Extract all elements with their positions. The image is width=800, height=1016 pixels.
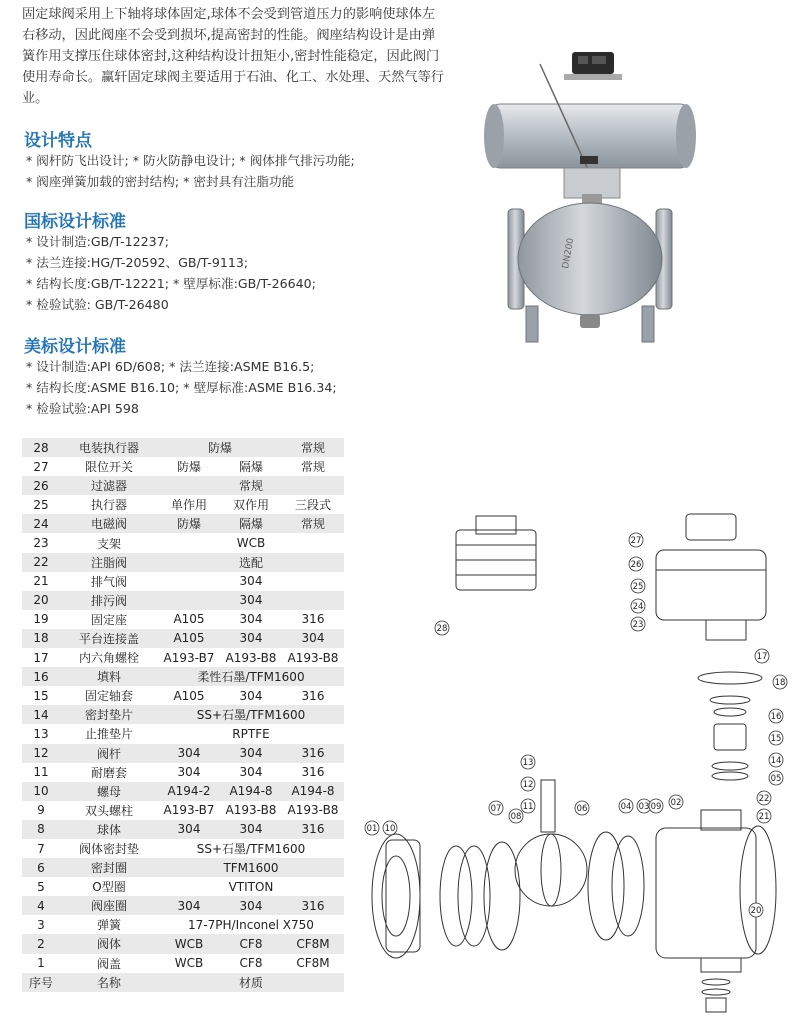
intro-paragraph: 固定球阀采用上下轴将球体固定,球体不会受到管道压力的影响使球体左右移动，因此阀座不会受到损坏,提高密封的性能。阀座结构设计是由弹簧作用支撑压住球体密封,这种结构设计扭矩小,密封性能稳定，因此阀门使用寿命长。赢轩固定球阀主要适用于石油、化工、水处理、天然气等行业。 <box>22 7 444 106</box>
material-cell: 304 <box>282 629 344 648</box>
callout-10 <box>383 821 397 835</box>
body-marking: DN200 <box>561 237 577 270</box>
table-row <box>22 648 344 667</box>
callout-16 <box>769 709 783 723</box>
svg-text:23: 23 <box>632 620 644 630</box>
material-cell: 双作用 <box>220 495 282 514</box>
svg-text:05: 05 <box>770 774 782 784</box>
table-row <box>22 533 344 552</box>
svg-text:18: 18 <box>774 678 786 688</box>
part-number-cell: 14 <box>22 705 60 724</box>
material-cell: 304 <box>220 610 282 629</box>
standard-line: * 检验试验:API 598 <box>26 401 139 416</box>
svg-text:22: 22 <box>758 794 770 804</box>
part-name-cell: 填料 <box>60 667 158 686</box>
table-row <box>22 572 344 591</box>
part-name-cell: 固定轴套 <box>60 686 158 705</box>
material-cell: 316 <box>282 744 344 763</box>
part-name-cell: 电装执行器 <box>60 438 158 457</box>
part-name-cell: 阀体密封垫 <box>60 839 158 858</box>
valve-body-drawing <box>656 810 776 972</box>
material-cell: 304 <box>158 591 344 610</box>
part-name-cell: 螺母 <box>60 782 158 801</box>
part-number-cell: 9 <box>22 801 60 820</box>
material-cell: CF8M <box>282 934 344 953</box>
callout-14 <box>769 753 783 767</box>
part-name-cell: 阀杆 <box>60 744 158 763</box>
material-cell: 304 <box>220 629 282 648</box>
callout-15 <box>769 731 783 745</box>
svg-text:15: 15 <box>770 734 782 744</box>
material-cell: 304 <box>158 896 220 915</box>
part-name-cell: 弹簧 <box>60 915 158 934</box>
table-row <box>22 705 344 724</box>
part-name-cell: 注脂阀 <box>60 553 158 572</box>
material-cell: CF8 <box>220 954 282 973</box>
callout-18 <box>773 675 787 689</box>
standard-line: * 设计制造:API 6D/608; * 法兰连接:ASME B16.5; <box>26 359 315 374</box>
electric-actuator-drawing <box>456 516 536 590</box>
svg-text:07: 07 <box>490 804 502 814</box>
svg-text:14: 14 <box>770 756 782 766</box>
part-name-cell: 双头螺柱 <box>60 801 158 820</box>
material-cell: 316 <box>282 763 344 782</box>
svg-text:10: 10 <box>384 824 396 834</box>
header-material: 材质 <box>158 973 344 992</box>
table-row <box>22 782 344 801</box>
callout-17 <box>755 649 769 663</box>
material-cell: 316 <box>282 896 344 915</box>
svg-text:13: 13 <box>522 758 534 768</box>
part-callouts <box>365 533 787 917</box>
material-cell: 柔性石墨/TFM1600 <box>158 667 344 686</box>
svg-text:08: 08 <box>510 812 522 822</box>
svg-text:28: 28 <box>436 624 448 634</box>
part-name-cell: 耐磨套 <box>60 763 158 782</box>
svg-text:09: 09 <box>650 802 662 812</box>
material-cell: A193-B8 <box>220 648 282 667</box>
callout-01 <box>365 821 379 835</box>
svg-text:17: 17 <box>756 652 768 662</box>
table-row <box>22 667 344 686</box>
part-name-cell: 止推垫片 <box>60 724 158 743</box>
section-title-gb-standards: 国标设计标准 <box>24 212 126 232</box>
us-standards-list <box>26 356 337 419</box>
part-number-cell: 22 <box>22 553 60 572</box>
table-row <box>22 629 344 648</box>
section-title-features: 设计特点 <box>24 131 92 151</box>
svg-text:03: 03 <box>638 802 650 812</box>
callout-09 <box>649 799 663 813</box>
callout-08 <box>509 809 523 823</box>
callout-25 <box>631 579 645 593</box>
material-cell: A105 <box>158 629 220 648</box>
table-row <box>22 858 344 877</box>
table-row <box>22 457 344 476</box>
part-number-cell: 18 <box>22 629 60 648</box>
stem-parts-stack <box>698 672 762 780</box>
part-number-cell: 28 <box>22 438 60 457</box>
table-header-row <box>22 973 344 992</box>
standard-line: * 检验试验: GB/T-26480 <box>26 297 169 312</box>
part-number-cell: 27 <box>22 457 60 476</box>
part-name-cell: 球体 <box>60 820 158 839</box>
part-number-cell: 7 <box>22 839 60 858</box>
part-number-cell: 10 <box>22 782 60 801</box>
material-cell: 304 <box>220 744 282 763</box>
material-cell: 304 <box>220 686 282 705</box>
svg-text:24: 24 <box>632 602 644 612</box>
callout-27 <box>629 533 643 547</box>
part-name-cell: 阀体 <box>60 934 158 953</box>
material-cell: A105 <box>158 610 220 629</box>
feature-line: * 阀杆防飞出设计; * 防火防静电设计; * 阀体排气排污功能; <box>26 153 355 168</box>
part-number-cell: 16 <box>22 667 60 686</box>
part-name-cell: 电磁阀 <box>60 514 158 533</box>
svg-text:25: 25 <box>632 582 644 592</box>
ball-drawing <box>515 834 587 906</box>
material-cell: VTITON <box>158 877 344 896</box>
svg-text:02: 02 <box>670 798 682 808</box>
spec-table-body <box>22 438 344 992</box>
table-row <box>22 553 344 572</box>
part-number-cell: 3 <box>22 915 60 934</box>
part-name-cell: 执行器 <box>60 495 158 514</box>
material-cell: 三段式 <box>282 495 344 514</box>
table-row <box>22 896 344 915</box>
material-cell: A193-B7 <box>158 648 220 667</box>
part-name-cell: 排气阀 <box>60 572 158 591</box>
part-number-cell: 8 <box>22 820 60 839</box>
svg-text:26: 26 <box>630 560 642 570</box>
standard-line: * 法兰连接:HG/T-20592、GB/T-9113; <box>26 255 249 270</box>
callout-02 <box>669 795 683 809</box>
part-number-cell: 13 <box>22 724 60 743</box>
table-row <box>22 877 344 896</box>
table-row <box>22 820 344 839</box>
part-number-cell: 6 <box>22 858 60 877</box>
svg-text:01: 01 <box>366 824 378 834</box>
header-name: 名称 <box>60 973 158 992</box>
part-name-cell: O型圈 <box>60 877 158 896</box>
table-row <box>22 763 344 782</box>
callout-12 <box>521 777 535 791</box>
table-row <box>22 915 344 934</box>
valve-body <box>518 203 662 315</box>
part-number-cell: 1 <box>22 954 60 973</box>
material-cell: A193-B7 <box>158 801 220 820</box>
material-cell: 17-7PH/Inconel X750 <box>158 915 344 934</box>
callout-05 <box>769 771 783 785</box>
material-cell: A105 <box>158 686 220 705</box>
material-cell: 316 <box>282 686 344 705</box>
table-row <box>22 801 344 820</box>
exploded-view-diagram <box>356 510 800 1016</box>
part-number-cell: 5 <box>22 877 60 896</box>
callout-26 <box>629 557 643 571</box>
material-cell: CF8 <box>220 934 282 953</box>
svg-text:21: 21 <box>758 812 770 822</box>
material-cell: 316 <box>282 610 344 629</box>
section-title-us-standards: 美标设计标准 <box>24 337 126 357</box>
table-row <box>22 610 344 629</box>
material-cell: CF8M <box>282 954 344 973</box>
part-name-cell: 支架 <box>60 533 158 552</box>
material-cell: 常规 <box>158 476 344 495</box>
material-cell: A193-B8 <box>282 801 344 820</box>
material-cell: 常规 <box>282 438 344 457</box>
svg-text:12: 12 <box>522 780 534 790</box>
part-number-cell: 24 <box>22 514 60 533</box>
material-cell: A194-8 <box>220 782 282 801</box>
part-name-cell: 平台连接盖 <box>60 629 158 648</box>
stem-drawing <box>541 780 555 832</box>
callout-23 <box>631 617 645 631</box>
table-row <box>22 724 344 743</box>
material-cell: WCB <box>158 954 220 973</box>
part-name-cell: 密封垫片 <box>60 705 158 724</box>
material-cell: 304 <box>158 820 220 839</box>
part-name-cell: 过滤器 <box>60 476 158 495</box>
callout-20 <box>749 903 763 917</box>
material-cell: WCB <box>158 533 344 552</box>
material-spec-table <box>22 438 344 992</box>
material-cell: 防爆 <box>158 438 282 457</box>
header-number: 序号 <box>22 973 60 992</box>
material-cell: 304 <box>158 572 344 591</box>
svg-text:16: 16 <box>770 712 782 722</box>
material-cell: A193-B8 <box>282 648 344 667</box>
table-row <box>22 514 344 533</box>
part-name-cell: 密封圈 <box>60 858 158 877</box>
part-name-cell: 固定座 <box>60 610 158 629</box>
material-cell: 防爆 <box>158 457 220 476</box>
material-cell: 304 <box>220 820 282 839</box>
part-number-cell: 11 <box>22 763 60 782</box>
material-cell: 316 <box>282 820 344 839</box>
part-number-cell: 23 <box>22 533 60 552</box>
part-number-cell: 2 <box>22 934 60 953</box>
table-row <box>22 686 344 705</box>
part-number-cell: 26 <box>22 476 60 495</box>
material-cell: SS+石墨/TFM1600 <box>158 839 344 858</box>
svg-text:27: 27 <box>630 536 642 546</box>
material-cell: RPTFE <box>158 724 344 743</box>
part-name-cell: 排污阀 <box>60 591 158 610</box>
table-row <box>22 839 344 858</box>
table-row <box>22 591 344 610</box>
material-cell: 304 <box>220 763 282 782</box>
material-cell: 304 <box>158 744 220 763</box>
material-cell: A194-8 <box>282 782 344 801</box>
callout-07 <box>489 801 503 815</box>
table-row <box>22 954 344 973</box>
callout-22 <box>757 791 771 805</box>
part-name-cell: 内六角螺栓 <box>60 648 158 667</box>
valve-cap-flange <box>372 834 420 958</box>
svg-text:06: 06 <box>576 804 588 814</box>
standard-line: * 结构长度:GB/T-12221; * 壁厚标准:GB/T-26640; <box>26 276 316 291</box>
part-name-cell: 阀座圈 <box>60 896 158 915</box>
material-cell: 选配 <box>158 553 344 572</box>
material-cell: 常规 <box>282 457 344 476</box>
callout-04 <box>619 799 633 813</box>
part-number-cell: 20 <box>22 591 60 610</box>
material-cell: WCB <box>158 934 220 953</box>
svg-text:11: 11 <box>522 802 534 812</box>
part-number-cell: 12 <box>22 744 60 763</box>
material-cell: A193-B8 <box>220 801 282 820</box>
part-number-cell: 21 <box>22 572 60 591</box>
part-number-cell: 17 <box>22 648 60 667</box>
table-row <box>22 476 344 495</box>
callout-11 <box>521 799 535 813</box>
valve-product-photo <box>480 44 700 344</box>
material-cell: 304 <box>220 896 282 915</box>
table-row <box>22 744 344 763</box>
features-list <box>26 150 355 192</box>
material-cell: SS+石墨/TFM1600 <box>158 705 344 724</box>
table-row <box>22 934 344 953</box>
table-row <box>22 495 344 514</box>
callout-24 <box>631 599 645 613</box>
part-number-cell: 15 <box>22 686 60 705</box>
svg-text:20: 20 <box>750 906 762 916</box>
callout-21 <box>757 809 771 823</box>
part-number-cell: 19 <box>22 610 60 629</box>
part-number-cell: 4 <box>22 896 60 915</box>
material-cell: TFM1600 <box>158 858 344 877</box>
callout-13 <box>521 755 535 769</box>
material-cell: 隔爆 <box>220 514 282 533</box>
material-cell: 防爆 <box>158 514 220 533</box>
svg-text:04: 04 <box>620 802 632 812</box>
part-number-cell: 25 <box>22 495 60 514</box>
standard-line: * 结构长度:ASME B16.10; * 壁厚标准:ASME B16.34; <box>26 380 337 395</box>
pneumatic-actuator-drawing <box>656 514 766 640</box>
material-cell: A194-2 <box>158 782 220 801</box>
material-cell: 单作用 <box>158 495 220 514</box>
part-name-cell: 阀盖 <box>60 954 158 973</box>
gb-standards-list <box>26 231 316 315</box>
table-row <box>22 438 344 457</box>
material-cell: 隔爆 <box>220 457 282 476</box>
feature-line: * 阀座弹簧加载的密封结构; * 密封具有注脂功能 <box>26 174 295 189</box>
seat-rings <box>440 842 520 950</box>
callout-28 <box>435 621 449 635</box>
material-cell: 304 <box>158 763 220 782</box>
material-cell: 常规 <box>282 514 344 533</box>
callout-06 <box>575 801 589 815</box>
standard-line: * 设计制造:GB/T-12237; <box>26 234 169 249</box>
part-name-cell: 限位开关 <box>60 457 158 476</box>
